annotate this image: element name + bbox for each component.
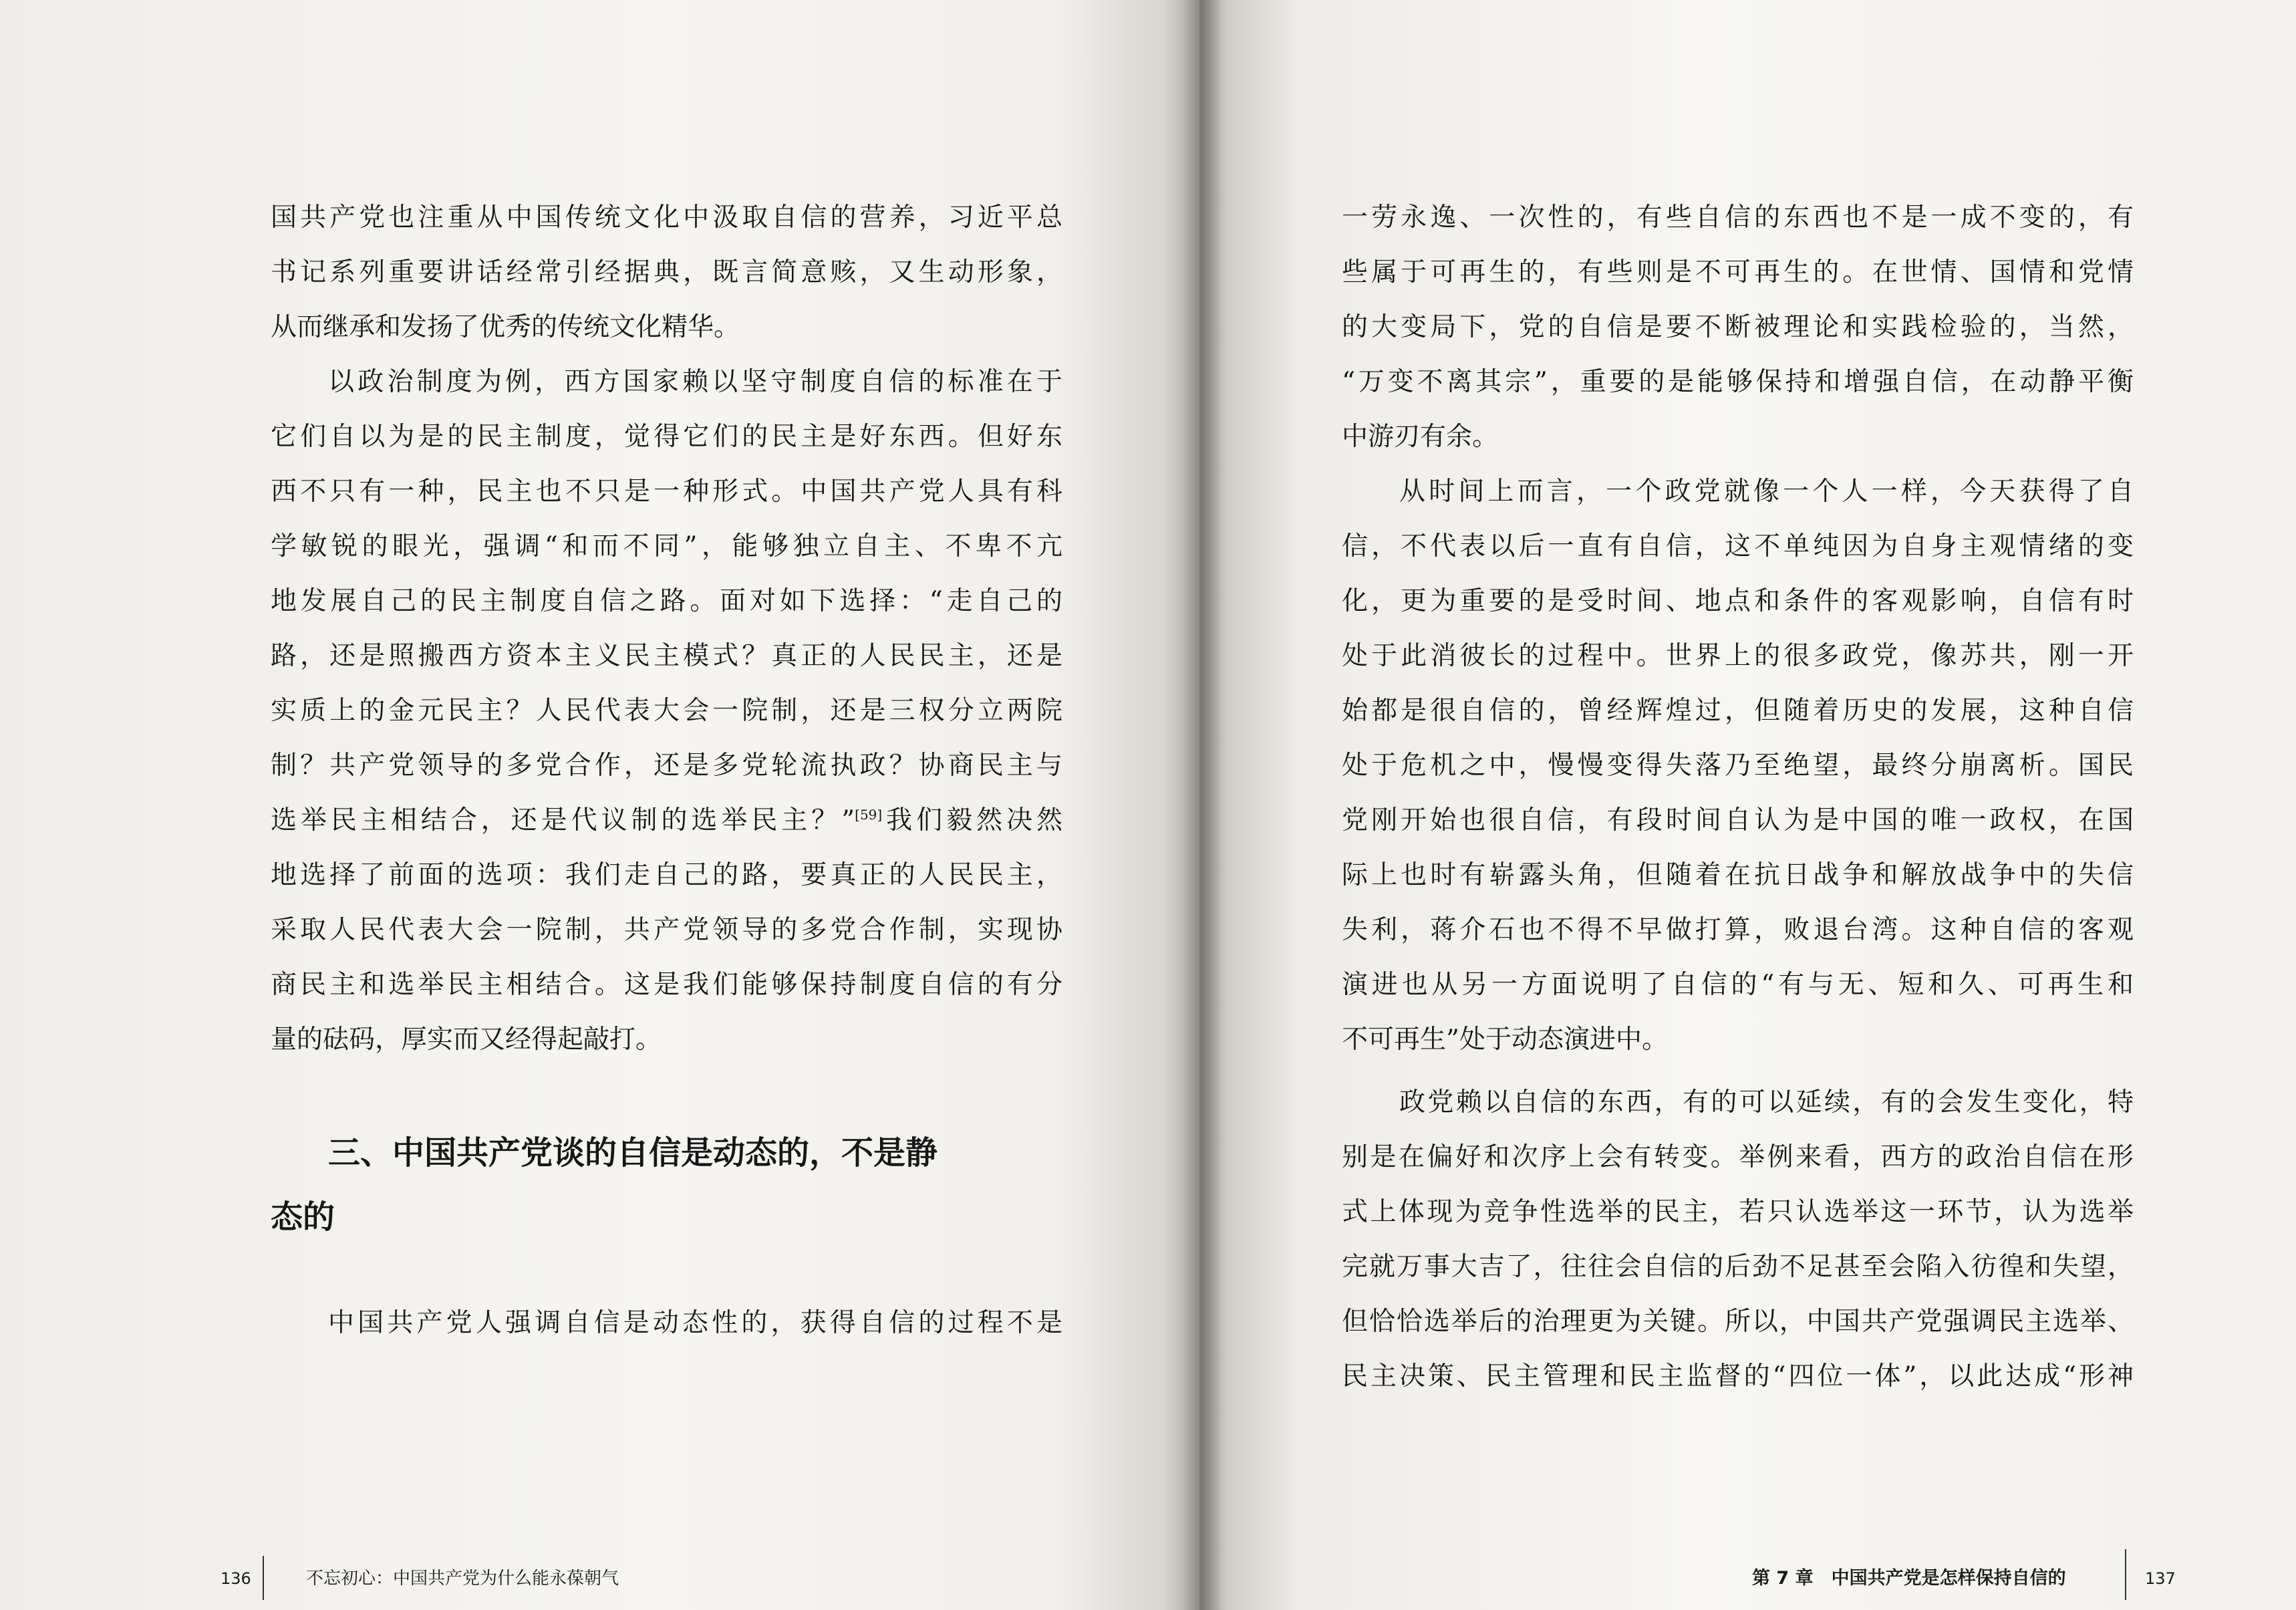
text-line-with-footnote [271, 793, 1062, 848]
spacer [271, 1067, 1062, 1121]
right-paragraph-2 [1342, 464, 2134, 1067]
text-line: 信，不代表以后一直有自信，这不单纯因为自身主观情绪的变 [1342, 531, 2134, 561]
text-line: 处于此消彼长的过程中。世界上的很多政党，像苏共，刚一开 [1342, 641, 2134, 671]
section-heading-line: 态的 [271, 1198, 335, 1236]
right-paragraph-1 [1342, 190, 2134, 464]
running-head: 第 7 章 中国共产党是怎样保持自信的 [1752, 1568, 2066, 1589]
text-line: 不可再生”处于动态演进中。 [1342, 1025, 1668, 1055]
page-number: 136 [221, 1569, 251, 1588]
text-line: 采取人民代表大会一院制，共产党领导的多党合作制，实现协 [271, 915, 1062, 945]
left-paragraph-3 [271, 1296, 1062, 1351]
text-line: 制？共产党领导的多党合作，还是多党轮流执政？协商民主与 [271, 751, 1062, 781]
text-line: 量的砝码，厚实而又经得起敲打。 [271, 1025, 662, 1055]
text-line: 处于危机之中，慢慢变得失落乃至绝望，最终分崩离析。国民 [1342, 751, 2134, 781]
left-paragraph-2 [271, 355, 1062, 1067]
text-line: 的大变局下，党的自信是要不断被理论和实践检验的，当然， [1342, 312, 2134, 342]
spacer [271, 1249, 1062, 1296]
text-line: 地选择了前面的选项：我们走自己的路，要真正的人民民主， [271, 860, 1062, 890]
text-line: 些属于可再生的，有些则是不可再生的。在世情、国情和党情 [1342, 257, 2134, 287]
running-head: 不忘初心：中国共产党为什么能永葆朝气 [306, 1569, 619, 1589]
text-line: 式上体现为竞争性选举的民主，若只认选举这一环节，认为选举 [1342, 1197, 2134, 1227]
footnote-marker[interactable]: [59] [855, 807, 883, 823]
text-line: 以政治制度为例，西方国家赖以坚守制度自信的标准在于 [328, 367, 1062, 397]
text-line: 西不只有一种，民主也不只是一种形式。中国共产党人具有科 [271, 477, 1062, 507]
text-line: 民主决策、民主管理和民主监督的“四位一体”，以此达成“形神 [1342, 1361, 2134, 1391]
text-line: 路，还是照搬西方资本主义民主模式？真正的人民民主，还是 [271, 641, 1062, 671]
text-line: 它们自以为是的民主制度，觉得它们的民主是好东西。但好东 [271, 422, 1062, 452]
left-paragraph-1 [271, 190, 1062, 355]
text-line: 中游刃有余。 [1342, 422, 1499, 452]
text-line: “万变不离其宗”，重要的是能够保持和增强自信，在动静平衡 [1342, 367, 2134, 397]
text-line: 地发展自己的民主制度自信之路。面对如下选择：“走自己的 [271, 586, 1062, 616]
text-line: 商民主和选举民主相结合。这是我们能够保持制度自信的有分 [271, 970, 1062, 1000]
folio-divider [263, 1556, 264, 1600]
text-line: 完就万事大吉了，往往会自信的后劲不足甚至会陷入彷徨和失望， [1342, 1252, 2134, 1282]
text-line: 从时间上而言，一个政党就像一个人一样，今天获得了自 [1399, 477, 2134, 507]
text-line: 中国共产党人强调自信是动态性的，获得自信的过程不是 [328, 1308, 1062, 1338]
right-page-body [1342, 190, 2134, 1404]
text-line: 际上也时有崭露头角，但随着在抗日战争和解放战争中的失信 [1342, 860, 2134, 890]
text-line: 但恰恰选举后的治理更为关键。所以，中国共产党强调民主选举、 [1342, 1307, 2134, 1337]
text-line: 书记系列重要讲话经常引经据典，既言简意赅，又生动形象， [271, 257, 1062, 287]
text-line: 失利，蒋介石也不得不早做打算，败退台湾。这种自信的客观 [1342, 915, 2134, 945]
text-line: 演进也从另一方面说明了自信的“有与无、短和久、可再生和 [1342, 970, 2134, 1000]
text-line: 学敏锐的眼光，强调“和而不同”，能够独立自主、不卑不亢 [271, 531, 1062, 561]
section-heading [271, 1121, 1062, 1249]
text-line: 别是在偏好和次序上会有转变。举例来看，西方的政治自信在形 [1342, 1142, 2134, 1172]
book-gutter [1181, 0, 1222, 1610]
text-line: 一劳永逸、一次性的，有些自信的东西也不是一成不变的，有 [1342, 203, 2134, 233]
right-paragraph-3 [1342, 1075, 2134, 1404]
text-line: 始都是很自信的，曾经辉煌过，但随着历史的发展，这种自信 [1342, 696, 2134, 726]
text-line: 化，更为重要的是受时间、地点和条件的客观影响，自信有时 [1342, 586, 2134, 616]
text-segment: 我们毅然决然 [882, 805, 1062, 835]
folio-divider [2125, 1549, 2126, 1600]
section-heading-line: 三、中国共产党谈的自信是动态的，不是静 [328, 1134, 938, 1172]
page-number: 137 [2145, 1569, 2176, 1588]
text-segment: 选举民主相结合，还是代议制的选举民主？” [271, 805, 855, 835]
text-line: 国共产党也注重从中国传统文化中汲取自信的营养，习近平总 [271, 203, 1062, 233]
text-line: 党刚开始也很自信，有段时间自认为是中国的唯一政权，在国 [1342, 805, 2134, 835]
left-page-body [271, 190, 1062, 1351]
text-line: 从而继承和发扬了优秀的传统文化精华。 [271, 312, 740, 342]
text-line: 实质上的金元民主？人民代表大会一院制，还是三权分立两院 [271, 696, 1062, 726]
text-line: 政党赖以自信的东西，有的可以延续，有的会发生变化，特 [1399, 1087, 2134, 1117]
